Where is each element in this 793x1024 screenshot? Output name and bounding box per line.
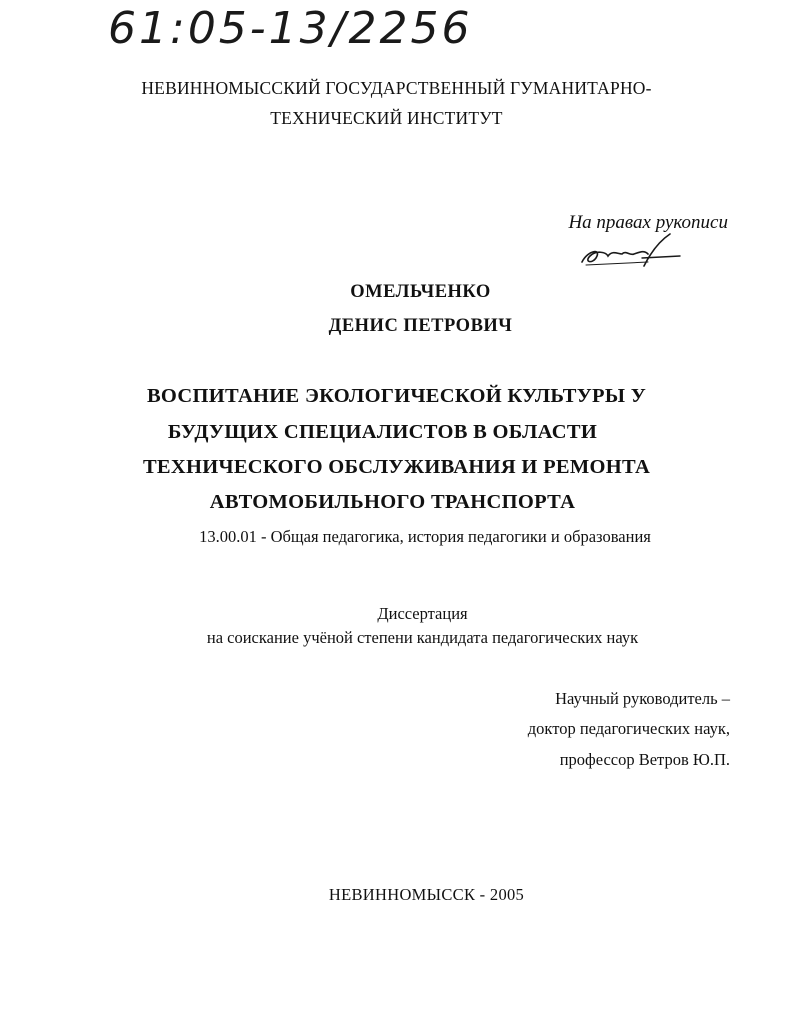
degree-purpose: на соискание учёной степени кандидата педагогических наук	[206, 628, 639, 647]
author-surname: ОМЕЛЬЧЕНКО	[350, 282, 491, 302]
dissertation-title-line-2: БУДУЩИХ СПЕЦИАЛИСТОВ В ОБЛАСТИ	[167, 421, 598, 443]
supervisor-degree: доктор педагогических наук,	[527, 719, 730, 738]
dissertation-title-line-3: ТЕХНИЧЕСКОГО ОБСЛУЖИВАНИЯ И РЕМОНТА	[142, 456, 651, 478]
rights-label: На правах рукописи	[568, 212, 728, 233]
dissertation-title-line-4: АВТОМОБИЛЬНОГО ТРАНСПОРТА	[209, 491, 576, 513]
specialty-code: 13.00.01 - Общая педагогика, история педагогики и образования	[199, 527, 651, 546]
supervisor-label: Научный руководитель –	[555, 689, 730, 708]
city-year: НЕВИННОМЫССК - 2005	[328, 885, 525, 904]
supervisor-name: профессор Ветров Ю.П.	[559, 750, 730, 769]
institute-line-1: НЕВИННОМЫССКИЙ ГОСУДАРСТВЕННЫЙ ГУМАНИТАРНО-	[141, 78, 652, 98]
institute-line-2: ТЕХНИЧЕСКИЙ ИНСТИТУТ	[270, 108, 503, 128]
archive-stamp-number: 61:05-13/2256	[108, 3, 473, 54]
document-type: Диссертация	[377, 604, 468, 623]
signature-icon	[578, 232, 688, 272]
author-name: ДЕНИС ПЕТРОВИЧ	[328, 316, 513, 336]
dissertation-title-line-1: ВОСПИТАНИЕ ЭКОЛОГИЧЕСКОЙ КУЛЬТУРЫ У	[146, 385, 647, 407]
